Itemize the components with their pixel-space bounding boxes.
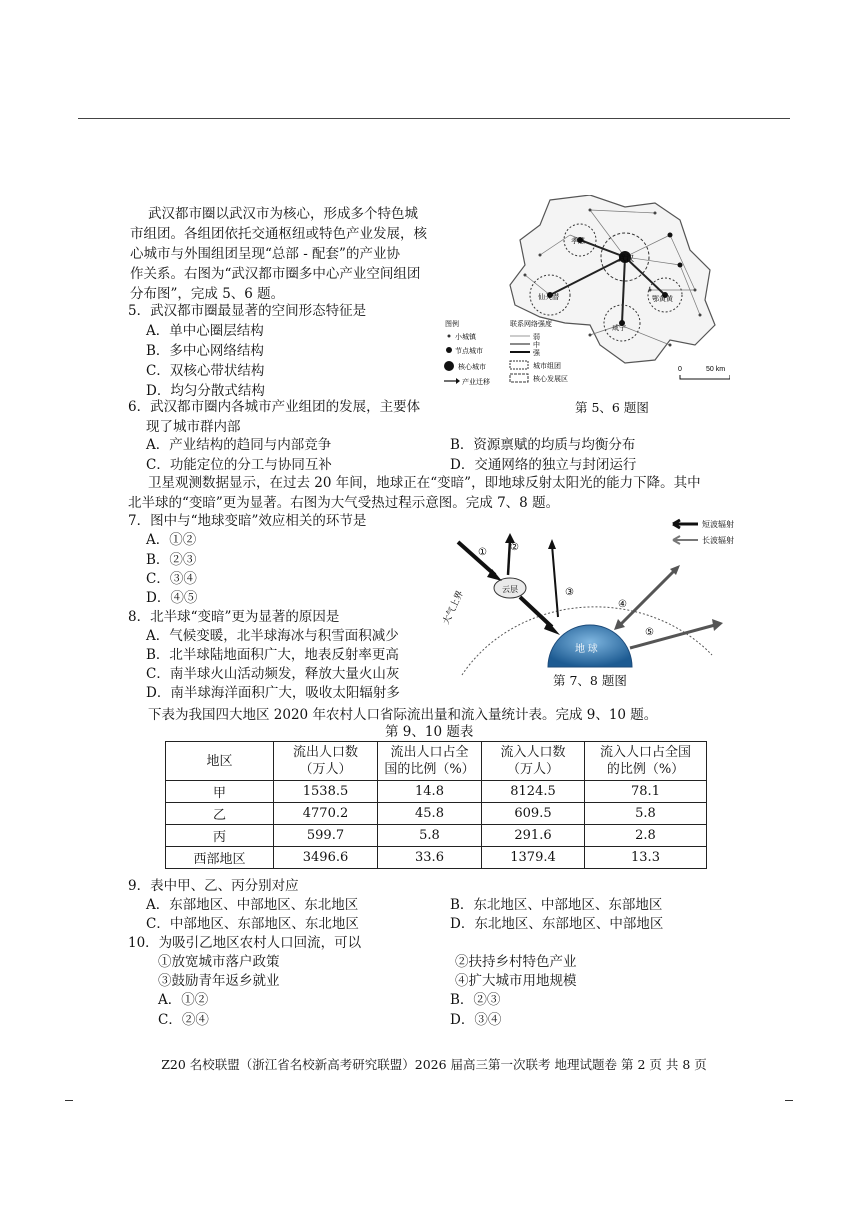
question-6-option-a[interactable]: A．产业结构的趋同与内部竞争 — [146, 437, 332, 453]
question-5-stem: 5．武汉都市圈最显著的空间形态特征是 — [128, 303, 367, 319]
arrow-1-incoming — [458, 542, 495, 575]
legend-mid: 中 — [533, 342, 540, 349]
question-10-statement-3: ③鼓励青年返乡就业 — [158, 973, 280, 989]
question-9-option-a[interactable]: A．东部地区、中部地区、东北地区 — [146, 897, 359, 913]
intro2-line: 北半球的“变暗”更为显著。右图为大气受热过程示意图。完成 7、8 题。 — [128, 495, 560, 511]
wuhan-metro-map — [440, 195, 730, 395]
label-cloud: 云层 — [502, 585, 518, 594]
legend-strong: 强 — [533, 350, 540, 357]
arrow-3-to-earth — [520, 597, 552, 627]
marker-3: ③ — [565, 587, 574, 598]
legend-long-wave: 长波辐射 — [702, 536, 734, 545]
header-inflow-share: 流入人口占全国 的比例（%） — [585, 742, 707, 781]
question-8-stem: 8．北半球“变暗”更为显著的原因是 — [128, 609, 340, 625]
header-region: 地区 — [166, 742, 274, 781]
cell-value: 291.6 — [482, 825, 585, 847]
cell-value: 1538.5 — [274, 781, 378, 803]
legend-node-city: 节点城市 — [455, 348, 483, 355]
question-6-option-d[interactable]: D．交通网络的独立与封闭运行 — [450, 457, 637, 473]
atm-legend — [673, 519, 734, 545]
map-boundary — [510, 195, 715, 363]
cell-value: 14.8 — [378, 781, 482, 803]
cell-value: 45.8 — [378, 803, 482, 825]
question-6-option-b[interactable]: B．资源禀赋的均质与均衡分布 — [450, 437, 636, 453]
question-8-option-b[interactable]: B．北半球陆地面积广大，地表反射率更高 — [146, 647, 399, 663]
cell-region: 丙 — [166, 825, 274, 847]
intro-paragraph-line: 作关系。右图为“武汉都市圈多中心产业空间组团 — [130, 266, 421, 282]
question-8-option-c[interactable]: C．南半球火山活动频发，释放大量火山灰 — [146, 666, 400, 682]
intro-paragraph-line: 市组团。各组团依托交通枢纽或特色产业发展，核 — [130, 226, 427, 242]
atm-caption: 第 7、8 题图 — [553, 673, 627, 688]
cell-value: 5.8 — [585, 803, 707, 825]
label-wuhan: 武汉 — [618, 254, 634, 263]
header-rule — [78, 118, 790, 119]
question-10-statement-1: ①放宽城市落户政策 — [158, 954, 280, 970]
marker-4: ④ — [618, 599, 627, 610]
table-header-row — [166, 742, 707, 781]
label-xiantao: 仙天潜 — [538, 294, 559, 301]
question-9-option-d[interactable]: D．东北地区、东部地区、中部地区 — [450, 916, 664, 932]
question-8-option-a[interactable]: A．气候变暖，北半球海冰与积雪面积减少 — [146, 628, 399, 644]
question-10-option-a[interactable]: A．①② — [158, 992, 209, 1008]
cell-value: 33.6 — [378, 847, 482, 869]
map-legend — [444, 319, 568, 386]
question-8-option-d[interactable]: D．南半球海洋面积广大，吸收太阳辐射多 — [146, 685, 400, 701]
question-6-stem: 6．武汉都市圈内各城市产业组团的发展，主要体 — [128, 399, 421, 415]
table-row — [166, 847, 707, 869]
cell-value: 5.8 — [378, 825, 482, 847]
header-inflow: 流入人口数 （万人） — [482, 742, 585, 781]
cell-value: 599.7 — [274, 825, 378, 847]
question-10-stem: 10．为吸引乙地区农村人口回流，可以 — [128, 935, 362, 951]
table-caption: 第 9、10 题表 — [385, 724, 474, 740]
legend-group: 城市组团 — [533, 363, 561, 370]
cell-value: 609.5 — [482, 803, 585, 825]
cell-value: 8124.5 — [482, 781, 585, 803]
table-row — [166, 825, 707, 847]
table-row — [166, 781, 707, 803]
arrow-3-up — [552, 545, 558, 617]
legend-weak: 弱 — [533, 334, 540, 341]
cell-value: 13.3 — [585, 847, 707, 869]
question-5-option-c[interactable]: C．双核心带状结构 — [146, 363, 265, 379]
legend-strength-title: 联系网络强度 — [510, 321, 552, 328]
legend-short-wave: 短波辐射 — [702, 520, 734, 529]
cell-value: 1379.4 — [482, 847, 585, 869]
question-6-stem-cont: 现了城市群内部 — [146, 419, 241, 435]
map-caption: 第 5、6 题图 — [575, 400, 649, 415]
arrow-5-outgoing — [630, 625, 715, 648]
header-outflow-share: 流出人口占全 国的比例（%） — [378, 742, 482, 781]
question-9-option-b[interactable]: B．东北地区、中部地区、东部地区 — [450, 897, 663, 913]
question-7-option-a[interactable]: A．①② — [146, 532, 197, 548]
legend-small-town: 小城镇 — [455, 334, 476, 341]
cell-value: 3496.6 — [274, 847, 378, 869]
legend-title: 图例 — [445, 321, 459, 328]
question-7-option-c[interactable]: C．③④ — [146, 571, 197, 587]
question-10-statement-4: ④扩大城市用地规模 — [455, 973, 577, 989]
question-5-option-b[interactable]: B．多中心网络结构 — [146, 343, 264, 359]
question-10-option-b[interactable]: B．②③ — [450, 992, 501, 1008]
marker-2: ② — [510, 542, 519, 553]
crop-mark-right — [785, 1100, 793, 1101]
map-scale — [678, 366, 730, 379]
label-ezhou: 鄂黄黄 — [652, 296, 673, 303]
marker-5: ⑤ — [645, 627, 654, 638]
scale-label: 50 km — [706, 366, 726, 373]
page-footer: Z20 名校联盟（浙江省名校新高考研究联盟）2026 届高三第一次联考 地理试题卷 第 2 页 共 8 页 — [161, 1057, 707, 1072]
cell-region: 甲 — [166, 781, 274, 803]
label-atmosphere-top: 大气上界 — [440, 588, 466, 626]
label-xianning: 咸宁 — [612, 325, 626, 332]
arrow-4-longwave — [620, 570, 675, 625]
question-10-statement-2: ②扶持乡村特色产业 — [455, 954, 577, 970]
cell-value: 4770.2 — [274, 803, 378, 825]
label-earth: 地 球 — [575, 644, 598, 655]
cell-value: 78.1 — [585, 781, 707, 803]
legend-core-dev: 核心发展区 — [533, 376, 568, 383]
question-10-option-d[interactable]: D．③④ — [450, 1012, 502, 1028]
question-9-option-c[interactable]: C．中部地区、东部地区、东北地区 — [146, 916, 359, 932]
marker-1: ① — [478, 547, 487, 558]
atmosphere-svg — [440, 515, 760, 690]
intro-paragraph-line: 心城市与外围组团呈现“总部 - 配套”的产业协 — [130, 246, 400, 262]
question-6-option-c[interactable]: C．功能定位的分工与协同互补 — [146, 457, 332, 473]
intro-paragraph-line: 武汉都市圈以武汉市为核心，形成多个特色城 — [148, 206, 418, 222]
question-10-option-c[interactable]: C．②④ — [158, 1012, 209, 1028]
intro-paragraph-line: 分布图”，完成 5、6 题。 — [130, 286, 285, 302]
legend-core-city: 核心城市 — [458, 364, 486, 371]
question-7-option-d[interactable]: D．④⑤ — [146, 590, 198, 606]
question-7-option-b[interactable]: B．②③ — [146, 552, 197, 568]
legend-industry-move: 产业迁移 — [462, 379, 490, 386]
table-row — [166, 803, 707, 825]
population-table — [165, 741, 707, 869]
question-5-option-a[interactable]: A．单中心圈层结构 — [146, 323, 264, 339]
atmosphere-heating-diagram — [440, 515, 760, 690]
crop-mark-left — [65, 1100, 73, 1101]
intro3-line: 下表为我国四大地区 2020 年农村人口省际流出量和流入量统计表。完成 9、10 题。 — [148, 707, 658, 723]
question-5-option-d[interactable]: D．均匀分散式结构 — [146, 383, 265, 399]
cell-region: 西部地区 — [166, 847, 274, 869]
label-xiaogan: 孝感 — [571, 238, 585, 245]
cell-value: 2.8 — [585, 825, 707, 847]
scale-zero: 0 — [678, 366, 682, 373]
cell-region: 乙 — [166, 803, 274, 825]
header-outflow: 流出人口数 （万人） — [274, 742, 378, 781]
map-svg — [440, 195, 730, 395]
intro2-line: 卫星观测数据显示，在过去 20 年间，地球正在“变暗”，即地球反射太阳光的能力下降。其中 — [148, 475, 701, 491]
question-7-stem: 7．图中与“地球变暗”效应相关的环节是 — [128, 513, 367, 529]
question-9-stem: 9．表中甲、乙、丙分别对应 — [128, 878, 299, 894]
